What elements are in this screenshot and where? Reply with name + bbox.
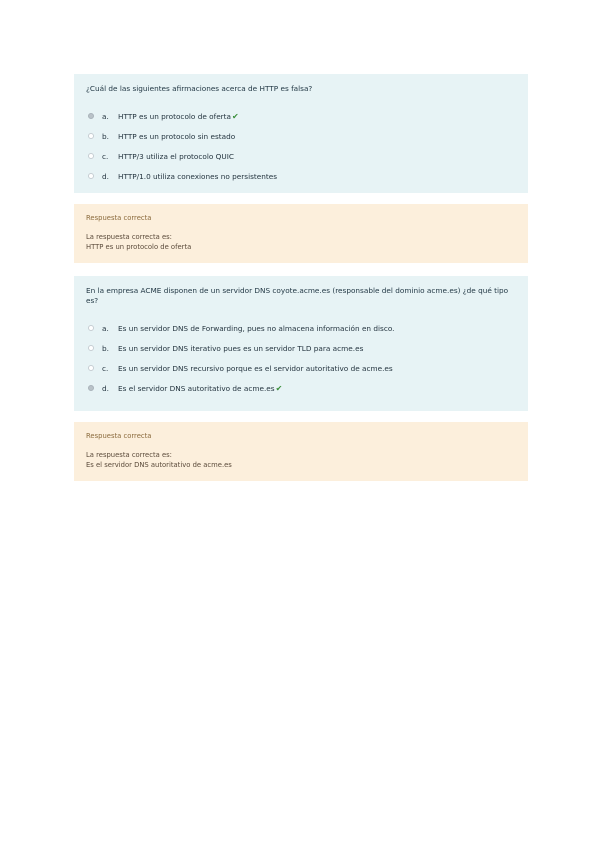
radio-icon[interactable] [88, 345, 94, 351]
answer-text: HTTP/3 utiliza el protocolo QUIC [118, 151, 234, 161]
radio-icon[interactable] [88, 325, 94, 331]
answer-option-d[interactable] [86, 378, 516, 398]
feedback-label: La respuesta correcta es: [86, 451, 172, 459]
answer-text: HTTP es un protocolo sin estado [118, 131, 236, 141]
answer-option-c[interactable] [86, 358, 516, 378]
answer-option-a[interactable] [86, 106, 516, 126]
answer-text: Es un servidor DNS iterativo pues es un servidor TLD para acme.es [118, 343, 364, 353]
feedback-2-box [74, 422, 528, 481]
answer-option-b[interactable] [86, 126, 516, 146]
radio-icon[interactable] [88, 173, 94, 179]
answer-text: HTTP es un protocolo de oferta [118, 111, 232, 121]
feedback-label: La respuesta correcta es: [86, 233, 172, 241]
answer-letter: a. [102, 111, 109, 121]
radio-icon[interactable] [88, 365, 94, 371]
answer-letter: b. [102, 131, 109, 141]
radio-icon[interactable] [88, 153, 94, 159]
question-2-box [74, 276, 528, 411]
question-1-box [74, 74, 528, 193]
feedback-answer: Es el servidor DNS autoritativo de acme.es [86, 461, 232, 469]
answer-letter: c. [102, 363, 109, 373]
answer-letter: d. [102, 171, 109, 181]
answer-letter: d. [102, 383, 109, 393]
answer-letter: a. [102, 323, 109, 333]
radio-selected-icon[interactable] [88, 385, 94, 391]
answer-text: Es el servidor DNS autoritativo de acme.es [118, 383, 275, 393]
answer-option-a[interactable] [86, 318, 516, 338]
checkmark-icon: ✔ [232, 111, 239, 121]
answer-text: HTTP/1.0 utiliza conexiones no persistentes [118, 171, 278, 181]
feedback-answer: HTTP es un protocolo de oferta [86, 243, 192, 251]
question-text: ¿Cuál de las siguientes afirmaciones acerca de HTTP es falsa? [86, 84, 313, 93]
answer-option-d[interactable] [86, 166, 516, 186]
feedback-status: Respuesta correcta [86, 432, 152, 440]
answer-option-b[interactable] [86, 338, 516, 358]
answer-text: Es un servidor DNS de Forwarding, pues no almacena información en disco. [118, 323, 395, 333]
answer-option-c[interactable] [86, 146, 516, 166]
radio-icon[interactable] [88, 133, 94, 139]
answer-text: Es un servidor DNS recursivo porque es el servidor autoritativo de acme.es [118, 363, 393, 373]
feedback-status: Respuesta correcta [86, 214, 152, 222]
answer-letter: c. [102, 151, 109, 161]
question-text: En la empresa ACME disponen de un servidor DNS coyote.acme.es (responsable del dominio acme.es) ¿de qué tipo es? [86, 286, 509, 305]
checkmark-icon: ✔ [275, 383, 283, 393]
radio-selected-icon[interactable] [88, 113, 94, 119]
feedback-1-box [74, 204, 528, 263]
answer-letter: b. [102, 343, 109, 353]
